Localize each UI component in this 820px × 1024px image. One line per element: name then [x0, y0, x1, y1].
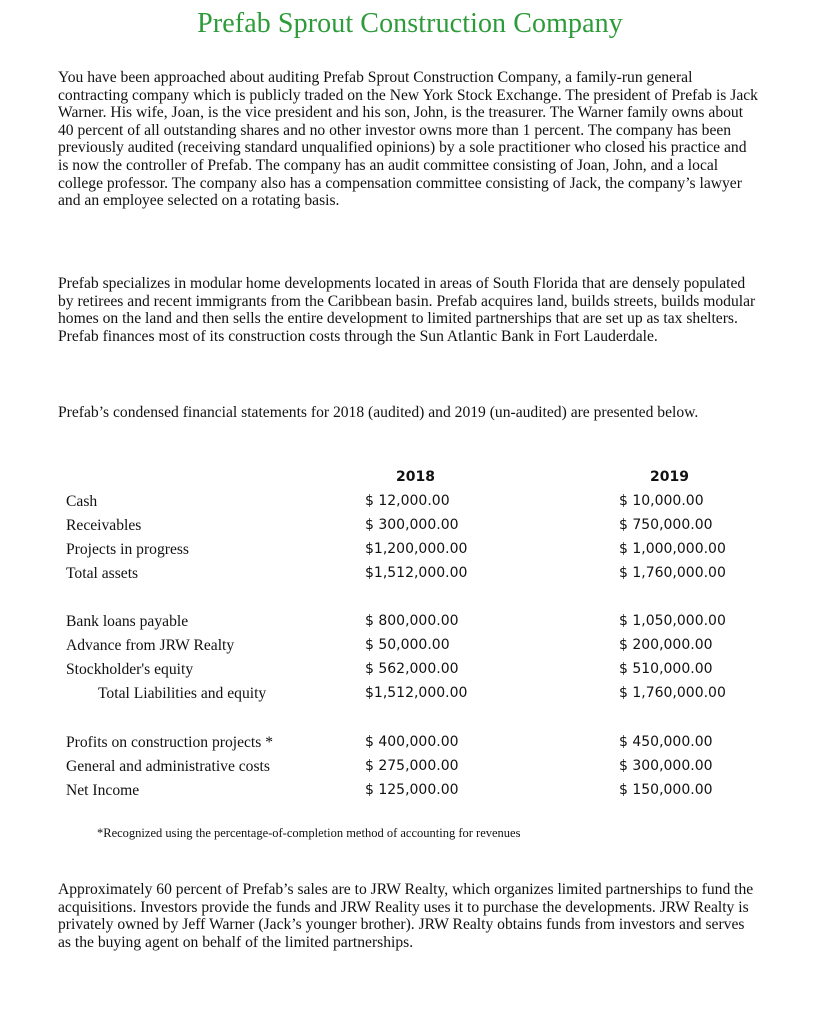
cell-bank-loans-2019: $ 1,050,000.00 — [619, 613, 726, 629]
cell-receivables-2019: $ 750,000.00 — [619, 517, 713, 533]
cell-ga-2019: $ 300,000.00 — [619, 758, 713, 774]
cell-projects-2018: $1,200,000.00 — [365, 541, 468, 557]
cell-cash-2018: $ 12,000.00 — [365, 493, 450, 509]
business-paragraph: Prefab specializes in modular home developments located in areas of South Florida that are densely populated by retirees and recent immigrants from the Caribbean basin. Prefab acquires land, builds streets, builds modular homes on the land and then sells the entire development to limited partnerships that are set up as tax shelters. Prefab finances most of its construction costs through the Sun Atlantic Bank in Fort Lauderdale. — [58, 275, 756, 345]
cell-advance-2018: $ 50,000.00 — [365, 637, 450, 653]
row-label-receivables: Receivables — [66, 517, 142, 534]
cell-profits-2019: $ 450,000.00 — [619, 734, 713, 750]
cell-equity-2019: $ 510,000.00 — [619, 661, 713, 677]
statements-intro-paragraph: Prefab’s condensed financial statements for 2018 (audited) and 2019 (un-audited) are presented below. — [58, 404, 699, 421]
year-header-2019: 2019 — [650, 469, 689, 485]
row-label-advance-jrw: Advance from JRW Realty — [66, 637, 235, 654]
cell-projects-2019: $ 1,000,000.00 — [619, 541, 726, 557]
row-label-total-liabilities-equity: Total Liabilities and equity — [98, 685, 267, 702]
page-title: Prefab Sprout Construction Company — [197, 8, 623, 39]
row-label-stockholders-equity: Stockholder's equity — [66, 661, 194, 678]
row-label-total-assets: Total assets — [66, 565, 139, 582]
row-label-profits: Profits on construction projects * — [66, 734, 274, 751]
cell-total-assets-2018: $1,512,000.00 — [365, 565, 468, 581]
year-header-2018: 2018 — [396, 469, 435, 485]
cell-ga-2018: $ 275,000.00 — [365, 758, 459, 774]
row-label-bank-loans: Bank loans payable — [66, 613, 189, 630]
cell-net-income-2018: $ 125,000.00 — [365, 782, 459, 798]
cell-net-income-2019: $ 150,000.00 — [619, 782, 713, 798]
cell-total-le-2018: $1,512,000.00 — [365, 685, 468, 701]
cell-cash-2019: $ 10,000.00 — [619, 493, 704, 509]
cell-receivables-2018: $ 300,000.00 — [365, 517, 459, 533]
cell-total-le-2019: $ 1,760,000.00 — [619, 685, 726, 701]
row-label-ga-costs: General and administrative costs — [66, 758, 270, 775]
cell-advance-2019: $ 200,000.00 — [619, 637, 713, 653]
row-label-projects-in-progress: Projects in progress — [66, 541, 189, 558]
row-label-cash: Cash — [66, 493, 98, 510]
cell-total-assets-2019: $ 1,760,000.00 — [619, 565, 726, 581]
row-label-net-income: Net Income — [66, 782, 140, 799]
cell-profits-2018: $ 400,000.00 — [365, 734, 459, 750]
cell-bank-loans-2018: $ 800,000.00 — [365, 613, 459, 629]
footnote: *Recognized using the percentage-of-completion method of accounting for revenues — [97, 826, 521, 840]
cell-equity-2018: $ 562,000.00 — [365, 661, 459, 677]
jrw-realty-paragraph: Approximately 60 percent of Prefab’s sales are to JRW Realty, which organizes limited partnerships to fund the acquisitions. Investors provide the funds and JRW Reality uses it to purchase the developments. JRW Realty is privately owned by Jeff Warner (Jack’s younger brother). JRW Realty obtains funds from investors and serves as the buying agent on behalf of the limited partnerships. — [58, 881, 754, 951]
intro-paragraph: You have been approached about auditing Prefab Sprout Construction Company, a family-run general contracting company which is publicly traded on the New York Stock Exchange. The president of Prefab is Jack Warner. His wife, Joan, is the vice president and his son, John, is the treasurer. The Warner family owns about 40 percent of all outstanding shares and no other investor owns more than 1 percent. The company has been previously audited (receiving standard unqualified opinions) by a sole practitioner who closed his practice and is now the controller of Prefab. The company has an audit committee consisting of Joan, John, and a local college professor. The company also has a compensation committee consisting of Jack, the company’s lawyer and an employee selected on a rotating basis. — [58, 69, 758, 210]
